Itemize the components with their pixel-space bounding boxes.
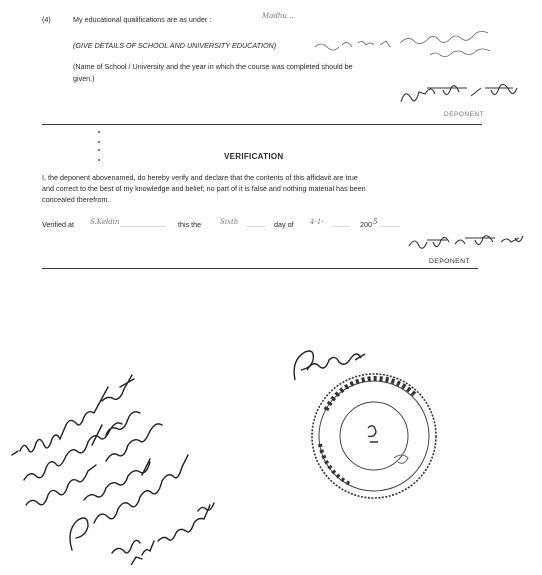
margin-marks	[94, 128, 104, 168]
deponent-signature-top	[395, 80, 525, 112]
verification-body-line-2: and correct to the best of my knowledge and belief; no part of it is false and nothing material has been	[42, 184, 366, 193]
deponent-label-top: DEPONENT	[444, 111, 485, 118]
notary-seal	[308, 370, 440, 502]
school-instruction-line: (Name of School / University and the year in which the course was completed should be	[73, 62, 353, 71]
divider-line	[42, 124, 482, 125]
item-number: (4)	[42, 15, 51, 24]
qualifications-line: My educational qualifications are as under :	[73, 15, 212, 24]
month-value: 4-1-	[310, 218, 324, 226]
verification-body-line-1: I, the deponent abovenamed, do hereby verify and declare that the contents of this affidavit are true	[42, 173, 358, 182]
year-prefix: 200	[360, 220, 372, 229]
bottom-divider-line	[42, 268, 478, 269]
identification-handwritten-note	[2, 305, 242, 565]
verified-at-label: Verified at	[42, 220, 74, 229]
verified-at-value: S.Keldin	[90, 218, 120, 226]
affidavit-page: (4) My educational qualifications are as under : Madhu... (GIVE DETAILS OF SCHOOL AND UNIVERSITY EDUCATION) (Name of School / University and the year in which the course was completed should be given.) DEPONENT VERIFICATION I, the deponent abovenamed, do hereby verify and declare that the contents of this affidavit are true and correct to the best of my knowledge and belief; no part of it is false and nothing material has been concealed therefrom. Verified at S.Keldin ....................... this the Sixth .......... day of 4-1- ......... 200 5 .......... DEPONENT	[0, 0, 542, 575]
this-the-label: this the	[178, 220, 202, 229]
deponent-label-bottom: DEPONENT	[429, 258, 470, 265]
verification-heading: VERIFICATION	[224, 152, 284, 161]
qualifications-handwriting: Madhu...	[262, 12, 294, 20]
verification-body-line-3: concealed therefrom.	[42, 195, 110, 204]
education-details-line: (GIVE DETAILS OF SCHOOL AND UNIVERSITY EDUCATION)	[73, 41, 277, 50]
day-value: Sixth	[220, 218, 239, 226]
school-instruction-line-2: given.)	[73, 74, 95, 83]
deponent-signature-bottom	[405, 228, 535, 262]
year-suffix: 5	[373, 218, 378, 226]
handwritten-education-note	[310, 25, 530, 65]
day-of-label: day of	[274, 220, 294, 229]
